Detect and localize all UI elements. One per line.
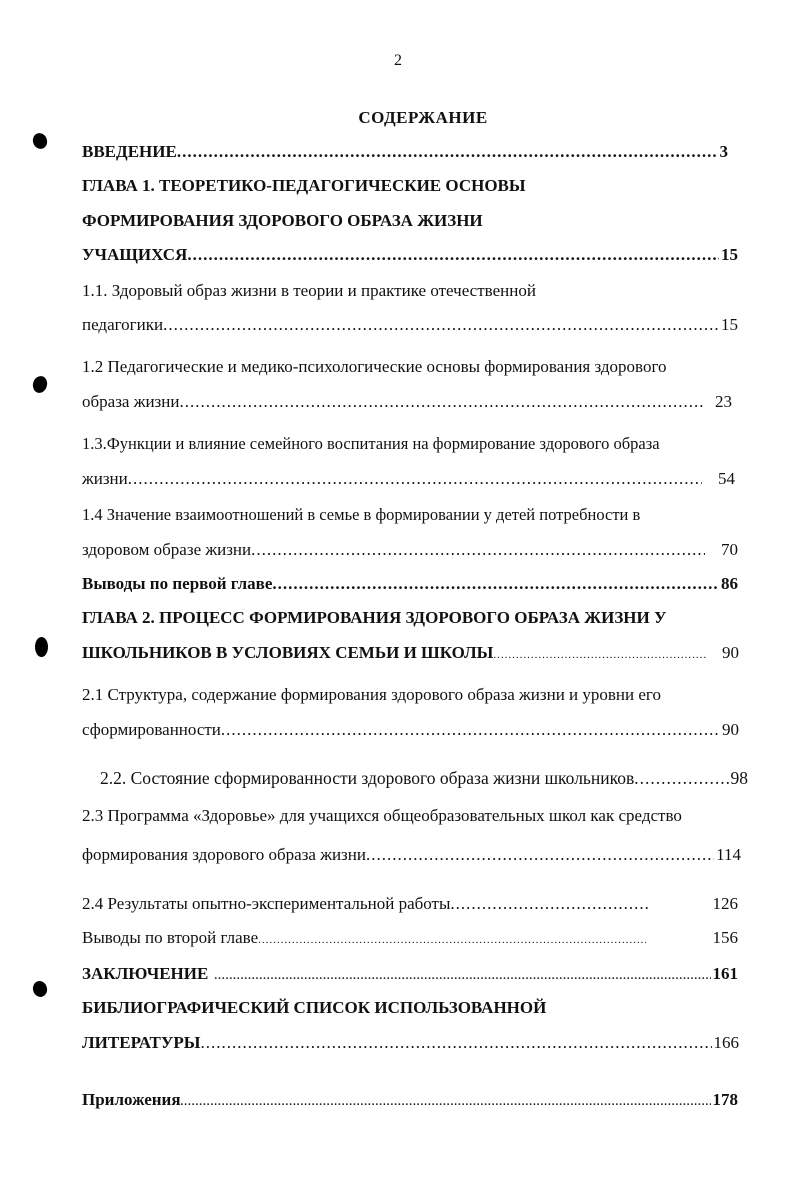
dot-leader: [450, 892, 650, 916]
toc-section-2-3-line1: 2.3 Программа «Здоровье» для учащихся общеобразовательных школ как средство: [82, 806, 682, 825]
scan-blot: [31, 979, 49, 998]
scan-blot: [35, 637, 48, 657]
toc-entry-label: Выводы по первой главе: [82, 574, 273, 593]
toc-entry-label: 2.2. Состояние сформированности здорового образа жизни школьников: [100, 768, 635, 788]
toc-entry-conclusion[interactable]: [82, 962, 738, 986]
toc-entry-page: 70: [721, 540, 738, 559]
toc-entry-page: 15: [721, 245, 738, 264]
toc-entry-page: 3: [719, 142, 728, 161]
toc-section-1-2-line1: 1.2 Педагогические и медико-психологические основы формирования здорового: [82, 357, 667, 376]
toc-chapter2-line1: ГЛАВА 2. ПРОЦЕСС ФОРМИРОВАНИЯ ЗДОРОВОГО ОБРАЗА ЖИЗНИ У: [82, 608, 667, 627]
toc-bibliography-line1: БИБЛИОГРАФИЧЕСКИЙ СПИСОК ИСПОЛЬЗОВАННОЙ: [82, 998, 547, 1017]
toc-entry-page: 126: [712, 894, 738, 913]
toc-entry-section-2-4[interactable]: [82, 892, 738, 916]
toc-section-2-1-line1: 2.1 Структура, содержание формирования здорового образа жизни и уровни его: [82, 685, 661, 704]
toc-entry-section-1-4[interactable]: [82, 538, 738, 562]
toc-entry-page: 15: [721, 315, 738, 334]
dot-leader: [200, 1031, 711, 1055]
dot-leader: [272, 572, 719, 596]
toc-entry-page: 178: [712, 1090, 738, 1109]
dot-leader: [177, 140, 718, 164]
dot-leader: [493, 643, 708, 667]
toc-section-1-3-line1: 1.3.Функции и влияние семейного воспитания на формирование здорового образа: [82, 434, 660, 453]
toc-entry-label: Приложения: [82, 1090, 181, 1109]
toc-entry-intro[interactable]: [82, 140, 728, 164]
toc-entry-label: образа жизни: [82, 392, 180, 411]
toc-section-1-1-line1: 1.1. Здоровый образ жизни в теории и практике отечественной: [82, 281, 536, 300]
dot-leader: [181, 1090, 711, 1114]
scan-blot: [31, 374, 49, 394]
toc-entry-section-1-1[interactable]: [82, 313, 738, 337]
toc-entry-page: 86: [721, 574, 738, 593]
toc-entry-section-2-1[interactable]: [82, 718, 739, 742]
toc-entry-label: жизни: [82, 469, 128, 488]
dot-leader: [366, 843, 714, 867]
toc-entry-bibliography[interactable]: [82, 1031, 739, 1055]
toc-entry-chapter2[interactable]: [82, 641, 739, 665]
dot-leader: [258, 928, 646, 952]
toc-entry-section-2-2[interactable]: [100, 766, 748, 790]
toc-entry-label: педагогики: [82, 315, 164, 334]
dot-leader: [214, 964, 710, 988]
toc-entry-label: Выводы по второй главе: [82, 928, 259, 947]
toc-entry-label: формирования здорового образа жизни: [82, 845, 366, 864]
toc-entry-label: ЛИТЕРАТУРЫ: [82, 1033, 201, 1052]
toc-entry-appendices[interactable]: [82, 1088, 738, 1112]
toc-entry-section-1-2[interactable]: [82, 390, 732, 414]
toc-entry-section-1-3[interactable]: [82, 467, 735, 491]
toc-entry-chapter2-conclusions[interactable]: [82, 926, 738, 950]
dot-leader: [251, 538, 705, 562]
toc-entry-section-2-3[interactable]: [82, 843, 741, 867]
toc-entry-label: ШКОЛЬНИКОВ В УСЛОВИЯХ СЕМЬИ И ШКОЛЫ: [82, 643, 494, 662]
toc-entry-page: 114: [716, 845, 741, 864]
toc-entry-page: 166: [713, 1033, 739, 1052]
toc-entry-label: сформированности: [82, 720, 221, 739]
toc-chapter1-line2: ФОРМИРОВАНИЯ ЗДОРОВОГО ОБРАЗА ЖИЗНИ: [82, 211, 483, 230]
toc-entry-label: 2.4 Результаты опытно-экспериментальной работы: [82, 894, 451, 913]
toc-entry-label: здоровом образе жизни: [82, 540, 252, 559]
toc-entry-page: 23: [715, 392, 732, 411]
toc-entry-label: ЗАКЛЮЧЕНИЕ: [82, 964, 209, 983]
dot-leader: [187, 243, 719, 267]
scan-blot: [31, 131, 50, 151]
toc-entry-page: 156: [712, 928, 738, 947]
toc-entry-page: 161: [712, 964, 738, 983]
toc-entry-page: 90: [722, 643, 739, 662]
toc-entry-chapter1-conclusions[interactable]: [82, 572, 738, 596]
dot-leader: [634, 766, 728, 790]
toc-entry-label: ВВЕДЕНИЕ: [82, 142, 177, 161]
toc-entry-page: 90: [722, 720, 739, 739]
toc-entry-page: 54: [718, 469, 735, 488]
toc-chapter1-line1: ГЛАВА 1. ТЕОРЕТИКО-ПЕДАГОГИЧЕСКИЕ ОСНОВЫ: [82, 176, 526, 195]
toc-entry-chapter1[interactable]: [82, 243, 738, 267]
dot-leader: [221, 718, 720, 742]
toc-title: СОДЕРЖАНИЕ: [358, 108, 488, 127]
dot-leader: [128, 467, 702, 491]
page-number: 2: [394, 52, 402, 69]
dot-leader: [163, 313, 719, 337]
toc-section-1-4-line1: 1.4 Значение взаимоотношений в семье в формировании у детей потребности в: [82, 505, 641, 524]
toc-entry-page: 98: [730, 768, 748, 788]
dot-leader: [179, 390, 705, 414]
toc-entry-label: УЧАЩИХСЯ: [82, 245, 188, 264]
